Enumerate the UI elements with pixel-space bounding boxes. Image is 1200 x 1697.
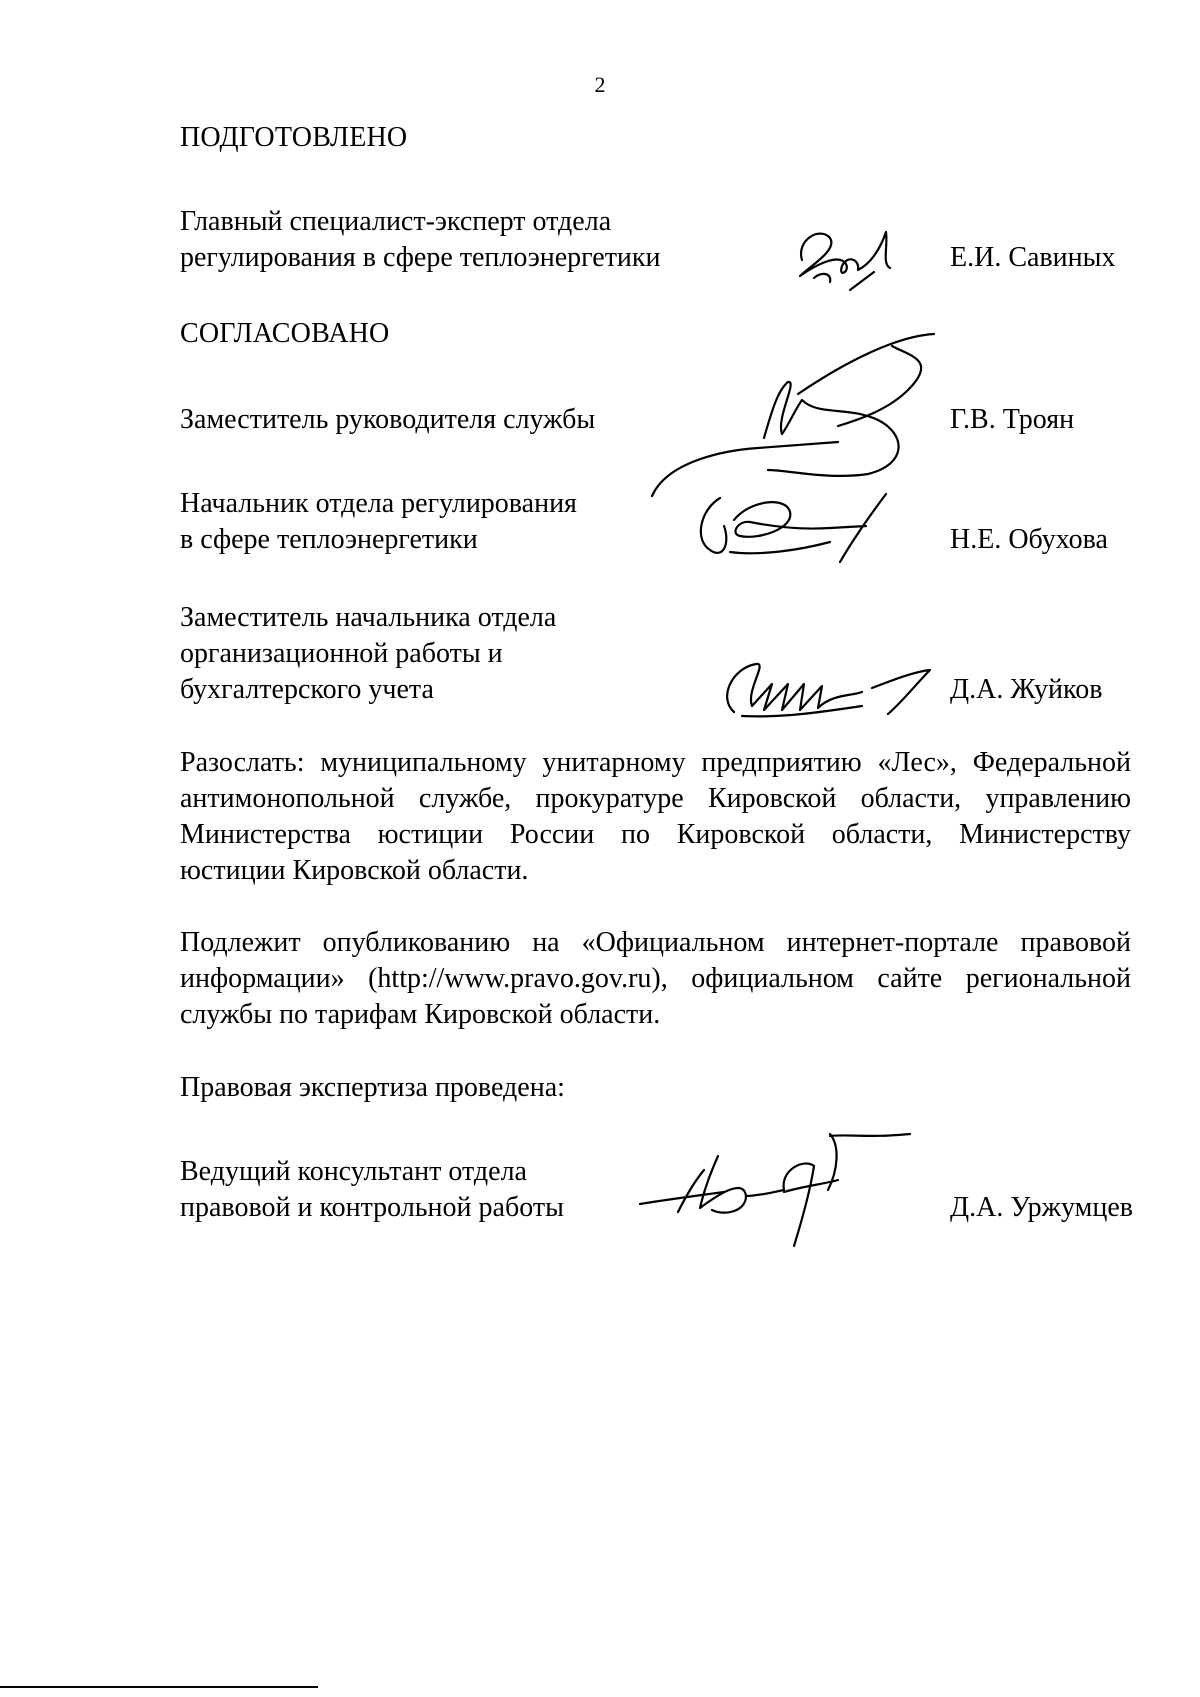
signer-3-title-line-1: Заместитель начальника отдела [180, 602, 557, 633]
legal-review-title-line-1: Ведущий консультант отдела [180, 1156, 527, 1187]
signer-1-title-line-1: Заместитель руководителя службы [180, 404, 596, 435]
publication-line: Подлежит опубликованию на «Официальном интернет-портале правовой [180, 927, 1131, 958]
signer-1-name: Г.В. Троян [950, 404, 1075, 435]
prepared-name: Е.И. Савиных [950, 242, 1116, 273]
signature-savinykh [790, 220, 910, 300]
signature-troyan [648, 330, 938, 500]
prepared-heading: ПОДГОТОВЛЕНО [180, 122, 408, 153]
signer-2-title-line-1: Начальник отдела регулирования [180, 488, 577, 519]
prepared-title-line-2: регулирования в сфере теплоэнергетики [180, 242, 661, 273]
publication-paragraph [180, 925, 1131, 1033]
legal-review-title-line-2: правовой и контрольной работы [180, 1192, 564, 1223]
prepared-title-line-1: Главный специалист-эксперт отдела [180, 206, 612, 237]
legal-review-statement: Правовая экспертиза проведена: [180, 1072, 565, 1103]
signature-zhuikov [712, 650, 932, 720]
legal-review-name: Д.А. Уржумцев [950, 1192, 1134, 1223]
signer-2-title-line-2: в сфере теплоэнергетики [180, 524, 478, 555]
signature-urzhumtsev [634, 1130, 914, 1250]
signer-3-title-line-2: организационной работы и [180, 638, 503, 669]
agreed-heading: СОГЛАСОВАНО [180, 318, 390, 349]
signer-2-name: Н.Е. Обухова [950, 524, 1108, 555]
signature-obukhova [690, 490, 900, 570]
distribution-paragraph [180, 745, 1131, 889]
publication-line: информации» (http://www.pravo.gov.ru), официальном сайте региональной [180, 963, 1131, 994]
page-number: 2 [594, 72, 606, 97]
distribution-line: Министерства юстиции России по Кировской области, Министерству [180, 819, 1131, 850]
distribution-line: Разослать: муниципальному унитарному предприятию «Лес», Федеральной [180, 747, 1131, 778]
distribution-line: юстиции Кировской области. [180, 855, 529, 886]
signer-3-title-line-3: бухгалтерского учета [180, 674, 434, 705]
signer-3-name: Д.А. Жуйков [950, 674, 1103, 705]
distribution-line: антимонопольной службе, прокуратуре Кировской области, управлению [180, 783, 1131, 814]
footer-rule [0, 1686, 318, 1688]
publication-line: службы по тарифам Кировской области. [180, 999, 661, 1030]
